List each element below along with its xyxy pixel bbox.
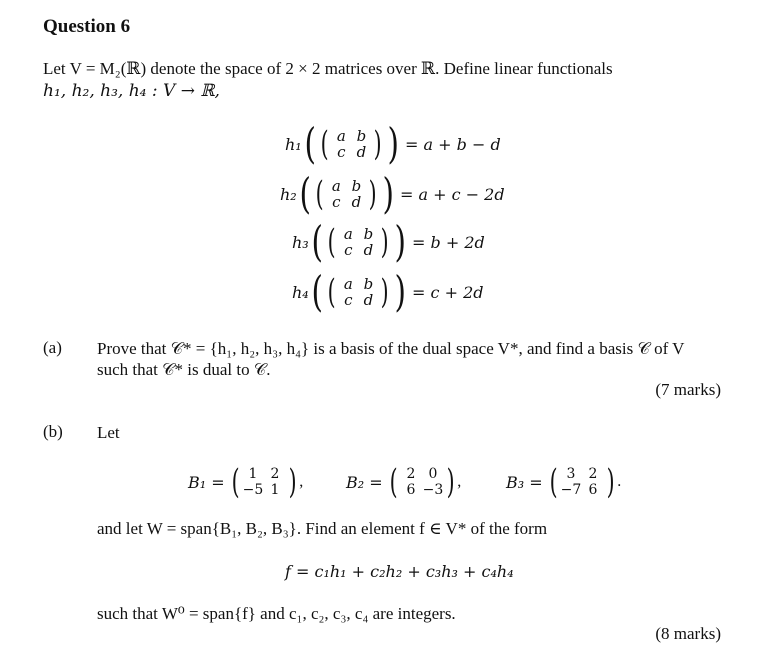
matrix-entries: 3 2 −7 6 <box>560 466 598 498</box>
matrix-b2: B₂ = ( 2 0 6 −3 ) , <box>346 462 462 502</box>
part-b-text-w: and let W = span{B₁, B₂, B₃}. Find an element f ∈ V* of the form <box>97 519 548 538</box>
matrix: a b c d <box>343 225 374 259</box>
matrix-name: B₂ = <box>346 472 383 492</box>
matrix: a b c d <box>331 177 362 211</box>
part-b-marks: (8 marks) <box>655 624 721 643</box>
matrix-b3: B₃ = ( 3 2 −7 6 ) . <box>506 462 622 502</box>
functional-name: h₃ <box>292 232 309 252</box>
matrix-name: B₁ = <box>188 472 225 492</box>
question-title: Question 6 <box>43 16 131 37</box>
part-a-label: (a) <box>43 338 62 357</box>
intro-paragraph <box>43 58 723 102</box>
matrix-entries: 2 0 6 −3 <box>406 466 444 498</box>
functional-h4: h₄ ( ( a b c d ) ) = c + 2d <box>292 267 484 316</box>
functional-rhs: = c + 2d <box>412 282 484 302</box>
functional-h3: h₃ ( ( a b c d ) ) = b + 2d <box>292 217 485 266</box>
f-equation: f = c₁h₁ + c₂h₂ + c₃h₃ + c₄h₄ <box>285 562 514 581</box>
functional-name: h₄ <box>292 282 309 302</box>
functional-rhs: = a + c − 2d <box>400 184 505 204</box>
functional-rhs: = b + 2d <box>412 232 485 252</box>
part-b-text-end: such that W⁰ = span{f} and c₁, c₂, c₃, c₄ are integers. <box>97 604 456 623</box>
functional-name: h₁ <box>285 134 302 154</box>
matrix: a b c d <box>343 275 374 309</box>
part-a-line-2: such that 𝒞* is dual to 𝒞. <box>97 360 271 379</box>
functional-name: h₂ <box>280 184 297 204</box>
functional-h2: h₂ ( ( a b c d ) ) = a + c − 2d <box>280 169 505 218</box>
matrix-name: B₃ = <box>506 472 543 492</box>
part-b-let: Let <box>97 423 120 442</box>
matrix-entries: 1 2 −5 1 <box>242 466 280 498</box>
intro-line-2: h₁, h₂, h₃, h₄ : V → ℝ, <box>43 81 220 101</box>
intro-line-1: Let V = M₂(ℝ) denote the space of 2 × 2 matrices over ℝ. Define linear functionals <box>43 59 613 78</box>
matrix: a b c d <box>336 127 367 161</box>
part-a-marks: (7 marks) <box>655 380 721 399</box>
functional-rhs: = a + b − d <box>405 134 501 154</box>
matrix-b1: B₁ = ( 1 2 −5 1 ) , <box>188 462 304 502</box>
part-a-text <box>97 338 727 380</box>
functional-h1: h₁ ( ( a b c d ) ) = a + b − d <box>285 119 501 168</box>
part-b-label: (b) <box>43 422 63 441</box>
part-a-line-1: Prove that 𝒞* = {h₁, h₂, h₃, h₄} is a basis of the dual space V*, and find a basis 𝒞 of V <box>97 339 685 358</box>
